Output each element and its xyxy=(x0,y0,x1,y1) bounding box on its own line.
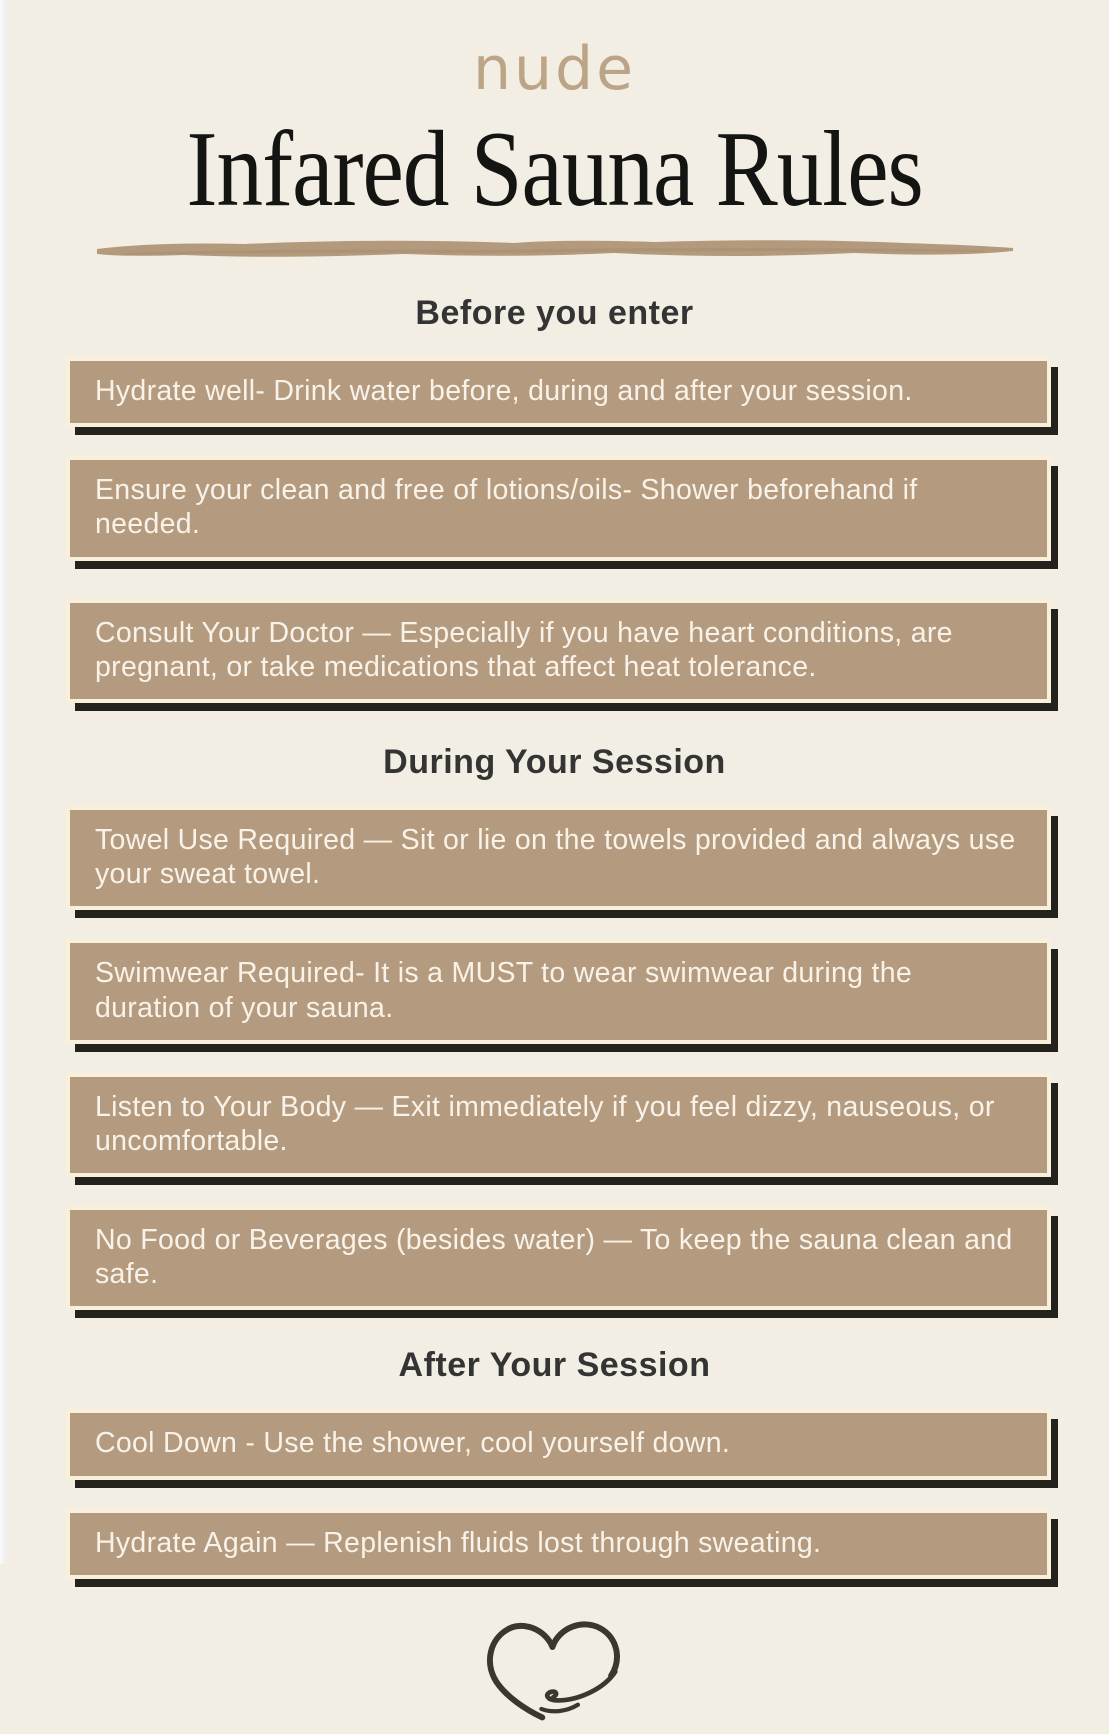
page-edge xyxy=(0,0,9,1564)
section-heading-during: During Your Session xyxy=(383,742,726,781)
section-heading-before: Before you enter xyxy=(415,294,694,332)
rule-box: Consult Your Doctor — Especially if you have heart conditions, are pregnant, or take medications that affect heat tolerance. xyxy=(66,599,1051,703)
page-title: Infared Sauna Rules xyxy=(186,108,923,230)
rule-box: Cool Down - Use the shower, cool yourself down. xyxy=(66,1409,1051,1479)
rule-box: Hydrate well- Drink water before, during and after your session. xyxy=(66,357,1051,427)
rule-box: No Food or Beverages (besides water) — To keep the sauna clean and safe. xyxy=(66,1206,1051,1310)
rules-before xyxy=(0,357,1109,703)
rule-box: Towel Use Required — Sit or lie on the towels provided and always use your sweat towel. xyxy=(66,806,1051,910)
rule-box: Swimwear Required- It is a MUST to wear swimwear during the duration of your sauna. xyxy=(66,939,1051,1043)
rule-box: Ensure your clean and free of lotions/oils- Shower beforehand if needed. xyxy=(66,456,1051,560)
heart-hand-icon xyxy=(470,1717,640,1734)
rules-during xyxy=(0,806,1109,1311)
rule-box: Hydrate Again — Replenish fluids lost through sweating. xyxy=(66,1509,1051,1579)
rules-after xyxy=(0,1409,1109,1578)
section-heading-after: After Your Session xyxy=(398,1346,711,1385)
rule-box: Listen to Your Body — Exit immediately if you feel dizzy, nauseous, or uncomfortable. xyxy=(66,1073,1051,1177)
brand-logo: nude xyxy=(472,34,637,104)
title-underline-stroke xyxy=(0,234,1109,260)
